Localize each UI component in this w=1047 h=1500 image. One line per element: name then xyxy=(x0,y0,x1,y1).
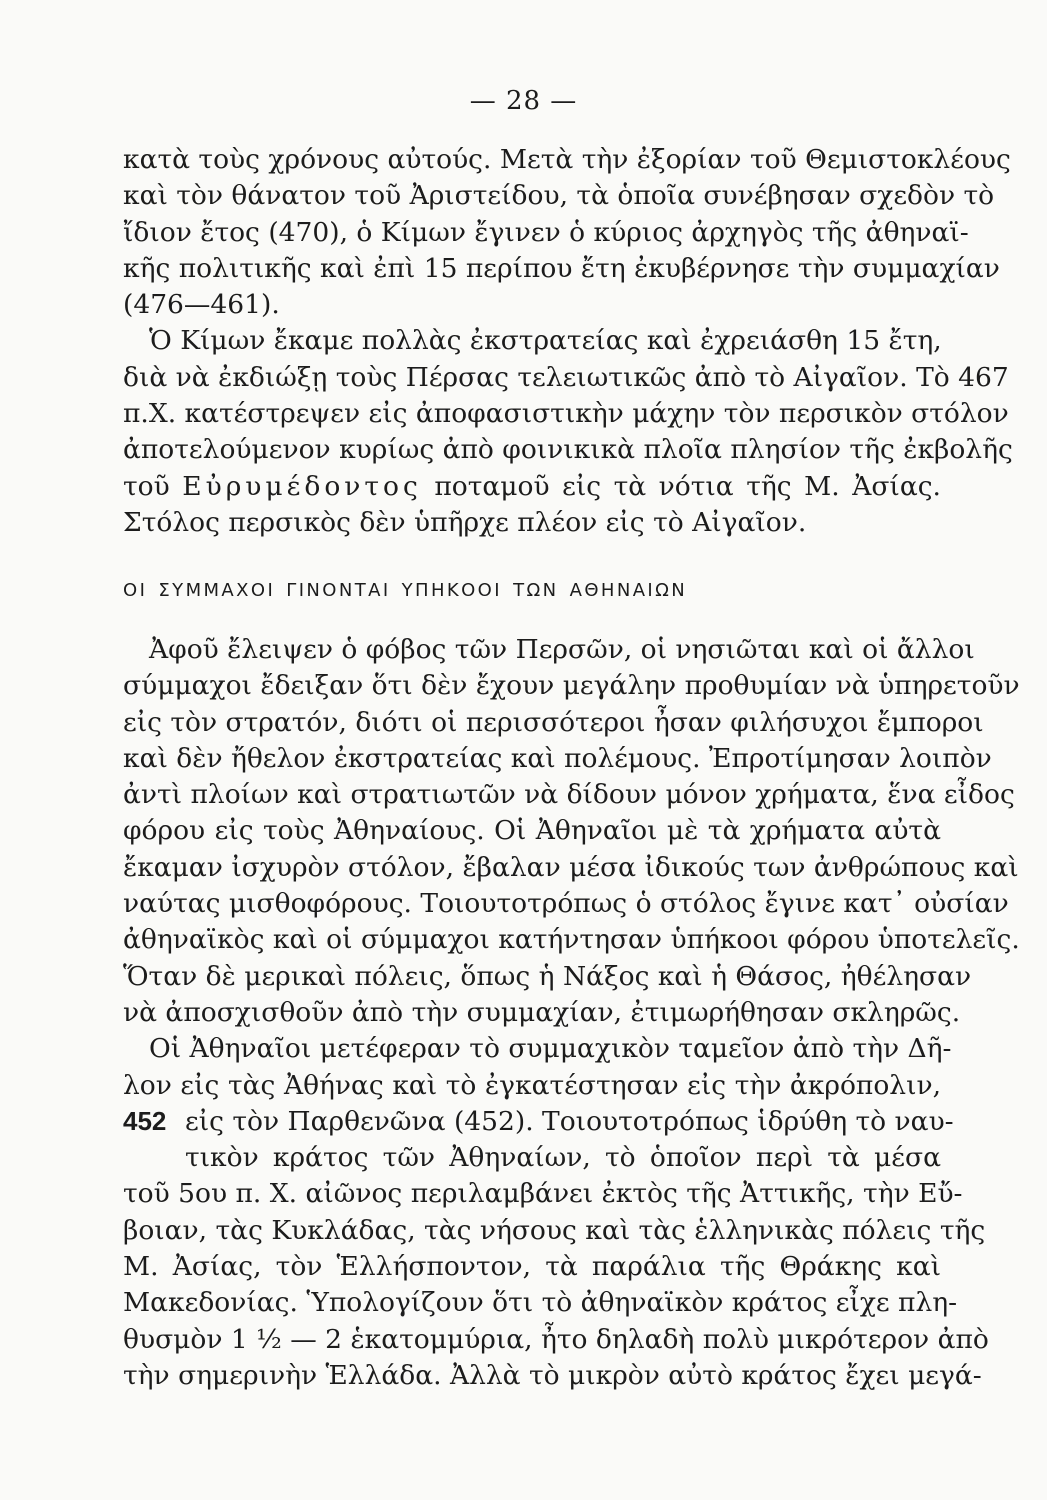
text-line: Μακεδονίας. Ὑπολογίζουν ὅτι τὸ ἀθηναϊκὸν κράτος εἶχε πλη- xyxy=(123,1287,958,1319)
text-line: ἴδιον ἔτος (470), ὁ Κίμων ἔγινεν ὁ κύριος ἀρχηγὸς τῆς ἀθηναϊ- xyxy=(123,216,969,248)
section-heading: ΟΙ ΣΥΜΜΑΧΟΙ ΓΙΝΟΝΤΑΙ ΥΠΗΚΟΟΙ ΤΩΝ ΑΘΗΝΑΙΩΝ xyxy=(123,580,688,601)
text-line: ἔκαμαν ἰσχυρὸν στόλον, ἔβαλαν μέσα ἰδικούς των ἀνθρώπους καὶ xyxy=(123,851,1019,883)
text-line: νὰ ἀποσχισθοῦν ἀπὸ τὴν συμμαχίαν, ἐτιμωρήθησαν σκληρῶς. xyxy=(123,996,961,1028)
text-fragment: τοῦ xyxy=(123,470,170,502)
text-line: τὴν σημερινὴν Ἑλλάδα. Ἀλλὰ τὸ μικρὸν αὐτὸ κράτος ἔχει μεγά- xyxy=(123,1359,982,1391)
page-number: — 28 — xyxy=(469,86,578,116)
text-line: Ἀφοῦ ἔλειψεν ὁ φόβος τῶν Περσῶν, οἱ νησιῶται καὶ οἱ ἄλλοι xyxy=(149,634,975,665)
text-line: εἰς τὸν Παρθενῶνα (452). Τοιουτοτρόπως ἱδρύθη τὸ ναυ- xyxy=(185,1105,954,1137)
text-line: Μ. Ἀσίας, τὸν Ἑλλήσποντον, τὰ παράλια τῆς Θράκης καὶ xyxy=(123,1251,941,1283)
text-line: κατὰ τοὺς χρόνους αὐτούς. Μετὰ τὴν ἐξορίαν τοῦ Θεμιστοκλέους xyxy=(123,144,1011,175)
text-line: ἀποτελούμενον κυρίως ἀπὸ φοινικικὰ πλοῖα πλησίον τῆς ἐκβολῆς xyxy=(123,434,1013,466)
text-line xyxy=(123,469,941,505)
text-line: τικὸν κράτος τῶν Ἀθηναίων, τὸ ὁποῖον περὶ τὰ μέσα xyxy=(185,1142,941,1174)
margin-note: 452 xyxy=(123,1106,167,1136)
text-line: σύμμαχοι ἔδειξαν ὅτι δὲν ἔχουν μεγάλην προθυμίαν νὰ ὑπηρετοῦν xyxy=(123,670,1020,702)
text-line: κῆς πολιτικῆς καὶ ἐπὶ 15 περίπου ἔτη ἐκυβέρνησε τὴν συμμαχίαν xyxy=(123,252,1000,284)
text-line: π.Χ. κατέστρεψεν εἰς ἀποφασιστικὴν μάχην τὸν περσικὸν στόλον xyxy=(123,398,1009,430)
text-fragment: ποταμοῦ εἰς τὰ νότια τῆς Μ. Ἀσίας. xyxy=(434,470,941,502)
text-line: Ὁ Κίμων ἔκαμε πολλὰς ἐκστρατείας καὶ ἐχρειάσθη 15 ἔτη, xyxy=(149,325,942,357)
text-line: Ὅταν δὲ μερικαὶ πόλεις, ὅπως ἡ Νάξος καὶ ἡ Θάσος, ἠθέλησαν xyxy=(123,960,972,992)
text-block-2 xyxy=(123,632,1020,1394)
spaced-name: Εὐρυμέδοντος xyxy=(182,470,422,502)
text-line: Οἱ Ἀθηναῖοι μετέφεραν τὸ συμμαχικὸν ταμεῖον ἀπὸ τὴν Δῆ- xyxy=(149,1033,952,1065)
text-line: καὶ τὸν θάνατον τοῦ Ἀριστείδου, τὰ ὁποῖα συνέβησαν σχεδὸν τὸ xyxy=(123,180,995,212)
text-line: καὶ δὲν ἤθελον ἐκστρατείας καὶ πολέμους. Ἐπροτίμησαν λοιπὸν xyxy=(123,742,992,774)
text-line: τοῦ 5ου π. Χ. αἰῶνος περιλαμβάνει ἐκτὸς τῆς Ἀττικῆς, τὴν Εὔ- xyxy=(123,1178,963,1210)
text-line: ἀθηναϊκὸς καὶ οἱ σύμμαχοι κατήντησαν ὑπήκοοι φόρου ὑποτελεῖς. xyxy=(123,924,1020,956)
text-line: βοιαν, τὰς Κυκλάδας, τὰς νήσους καὶ τὰς ἑλληνικὰς πόλεις τῆς xyxy=(123,1214,986,1246)
text-line: ναύτας μισθοφόρους. Τοιουτοτρόπως ὁ στόλος ἔγινε κατ᾽ οὐσίαν xyxy=(123,888,1009,920)
text-line: Στόλος περσικὸς δὲν ὑπῆρχε πλέον εἰς τὸ Αἰγαῖον. xyxy=(123,506,807,538)
text-line: εἰς τὸν στρατόν, διότι οἱ περισσότεροι ἦσαν φιλήσυχοι ἔμποροι xyxy=(123,706,984,738)
text-line: (476—461). xyxy=(123,289,280,321)
text-line: ἀντὶ πλοίων καὶ στρατιωτῶν νὰ δίδουν μόνον χρήματα, ἕνα εἶδος xyxy=(123,779,1015,811)
text-block-1 xyxy=(123,142,1013,541)
text-line: φόρου εἰς τοὺς Ἀθηναίους. Οἱ Ἀθηναῖοι μὲ τὰ χρήματα αὐτὰ xyxy=(123,815,941,847)
text-line: θυσμὸν 1 ½ — 2 ἑκατομμύρια, ἦτο δηλαδὴ πολὺ μικρότερον ἀπὸ xyxy=(123,1323,989,1355)
text-line: διὰ νὰ ἐκδιώξῃ τοὺς Πέρσας τελειωτικῶς ἀπὸ τὸ Αἰγαῖον. Τὸ 467 xyxy=(123,361,1009,393)
text-line: λον εἰς τὰς Ἀθήνας καὶ τὸ ἐγκατέστησαν εἰς τὴν ἀκρόπολιν, xyxy=(123,1069,941,1101)
